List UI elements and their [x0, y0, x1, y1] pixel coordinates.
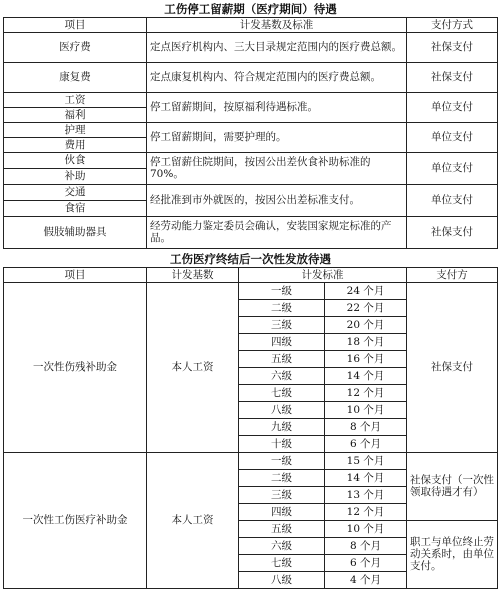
medical-base: 本人工资 — [147, 452, 239, 588]
one-time-benefit-table: 工伤医疗终结后一次性发放待遇 项目 计发基数 计发标准 支付方 一次性伤残补助金 本人工资 一级 24 个月 社保支付 二级 22 个月 三级 20 个月 四级 18 个月 五级 16 个月 六级 14 个月 七级 12 个月 八级 10 个月 九级 8 个月 十级 6 个月 一次性工伤医疗补助金 本人工资 一级 15 个月 社保支付（一次性领取待遇才有） 二级 14 个月 三级 13 个月 四级 12 个月 五级 10 个月 职工与单位终止劳动关系时，由单位支付。 六级 8 个月 七级 6 个月 八级 4 个月 — [3, 252, 498, 589]
table-row: 假肢辅助器具 经劳动能力鉴定委员会确认，安装国家规定标准的产品。 社保支付 — [4, 216, 498, 248]
medical-period-table — [3, 2, 498, 249]
header-standard: 计发基数及标准 — [147, 17, 407, 32]
medical-pay-social: 社保支付（一次性领取待遇才有） — [407, 452, 498, 520]
table-row: 一次性伤残补助金 本人工资 一级 24 个月 社保支付 — [4, 282, 498, 299]
section1-header-row — [4, 17, 498, 32]
table-row: 护理 费用 停工留薪期间，需要护理的。 单位支付 — [4, 122, 498, 152]
medical-pay-employer: 职工与单位终止劳动关系时，由单位支付。 — [407, 520, 498, 588]
table-row: 交通 食宿 经批准到市外就医的，按因公出差标准支付。 单位支付 — [4, 184, 498, 216]
section2-header-row: 项目 计发基数 计发标准 支付方 — [4, 267, 498, 282]
header-item: 项目 — [4, 17, 147, 32]
disability-item: 一次性伤残补助金 — [4, 282, 147, 452]
medical-item: 一次性工伤医疗补助金 — [4, 452, 147, 588]
table-row: 医疗费 定点医疗机构内、三大目录规定范围内的医疗费总额。 社保支付 — [4, 32, 498, 62]
section1-title: 工伤停工留薪期（医疗期间）待遇 — [164, 2, 337, 17]
table-row: 工资 福利 停工留薪期间，按原福利待遇标准。 单位支付 — [4, 92, 498, 122]
table-row: 康复费 定点康复机构内、符合规定范围内的医疗费总额。 社保支付 — [4, 62, 498, 92]
table-row: 一次性工伤医疗补助金 本人工资 一级 15 个月 社保支付（一次性领取待遇才有） — [4, 452, 498, 469]
disability-pay: 社保支付 — [407, 282, 498, 452]
disability-base: 本人工资 — [147, 282, 239, 452]
section2-title: 工伤医疗终结后一次性发放待遇 — [170, 252, 332, 267]
table-row: 伙食 补助 停工留薪住院期间，按因公出差伙食补助标准的70%。 单位支付 — [4, 152, 498, 184]
header-pay: 支付方式 — [407, 17, 498, 32]
